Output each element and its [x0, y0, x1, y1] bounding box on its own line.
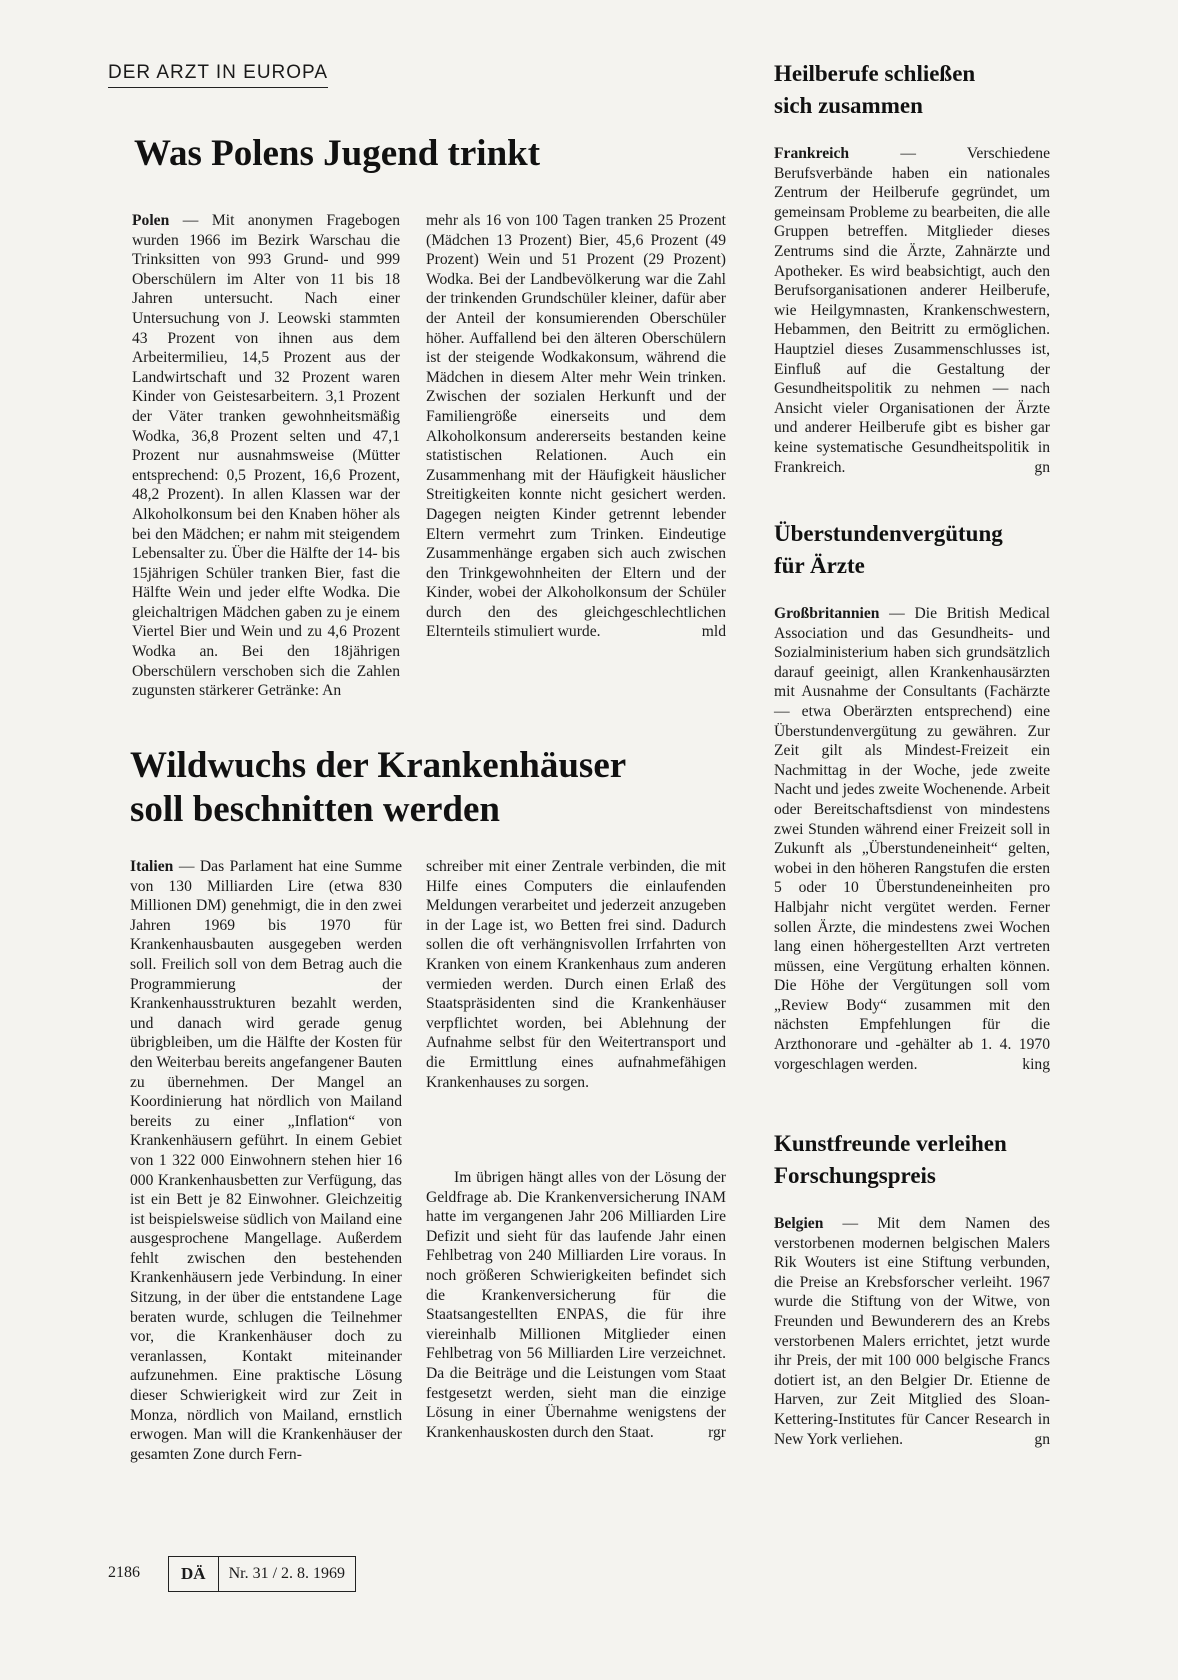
- article-title-belgien: [774, 1128, 1074, 1192]
- author-signature-belgien: gn: [1034, 1430, 1050, 1448]
- article-grossbritannien-text: — Die British Medical Association und das Gesundheits- und Sozialministerium haben sich grundsätzlich darauf geeinigt, allen Krankenhausärzten mit Ausnahme der Consultants (Fachärzte — etwa Oberärzten entsprechend) eine Überstundenvergütung zu gewähren. Zur Zeit gilt als Mindest-Freizeit ein Nachmittag in der Woche, jede zweite Nacht und jedes zweite Wochenende. Arbeit oder Bereitschaftsdienst von mindestens zwei Stunden während einer Freizeit soll in Zukunft als „Überstundeneinheit“ gelten, wobei in den höheren Rangstufen die ersten 5 oder 10 Überstundeneinheiten pro Halbjahr nicht vergütet werden. Ferner sollen Ärzte, die mindestens zwei Wochen lang einen höhergestellten Arzt vertreten müssen, eine Vergütung erhalten können. Die Höhe der Vergütungen soll vom „Review Body“ zusammen mit den nächsten Empfehlungen für die Arzthonorare und -gehälter ab 1. 4. 1970 vorgeschlagen werden.: [774, 605, 1050, 1073]
- article-title-belgien-line-1: Kunstfreunde verleihen: [774, 1131, 1007, 1156]
- article-title-italien-line-1: Wildwuchs der Krankenhäuser: [130, 745, 627, 786]
- article-title-italien-line-2: soll beschnitten werden: [130, 789, 500, 830]
- article-belgien-text: — Mit dem Namen des verstorbenen modernen belgischen Malers Rik Wouters ist eine Stiftung verbunden, die Preise an Krebsforscher verleiht. 1967 wurde die Stiftung von der Witwe, von Freunden und Bewunderern des an Krebs verstorbenen Malers errichtet, jetzt wurde ihr Preis, der mit 100 000 belgische Francs dotiert ist, an den Belgier Dr. Etienne de Harven, zur Zeit Mitglied des Sloan-Kettering-Institutes für Cancer Research in New York verliehen.: [774, 1215, 1050, 1448]
- issue-info: Nr. 31 / 2. 8. 1969: [228, 1565, 346, 1582]
- dateline-grossbritannien: Großbritannien: [774, 605, 880, 622]
- article-polen-text-2: mehr als 16 von 100 Tagen tranken 25 Prozent (Mädchen 13 Prozent) Bier, 45,6 Prozent (49 Prozent) Wein und 51 Prozent (29 Prozent) Wodka. Bei der Landbevölkerung war die Zahl der trinkenden Grundschüler kleiner, dafür aber der Anteil der konsumierenden Oberschüler höher. Auffallend bei den älteren Oberschülern ist der steigende Wodkakonsum, während die Mädchen in diesem Alter mehr Wein trinken. Zwischen der sozialen Herkunft und der Familiengröße einerseits und dem Alkoholkonsum andererseits bestanden keine statistischen Relationen. Auch ein Zusammenhang mit der Häufigkeit häuslicher Streitigkeiten konnte nicht gesichert werden. Dagegen neigten Kinder getrennt lebender Eltern vermehrt zum Trinken. Eindeutige Zusammenhänge ergaben sich auch zwischen den Trinkgewohnheiten der Eltern und der Kinder, wobei der Alkoholkonsum der Schüler durch den des gleichgeschlechtlichen Elternteils stimuliert wurde.: [426, 212, 726, 641]
- article-title-frankreich-line-2: sich zusammen: [774, 93, 923, 118]
- article-italien-column-1: [130, 857, 402, 1464]
- article-italien-column-2b: [426, 1168, 726, 1442]
- dateline-frankreich: Frankreich: [774, 145, 850, 162]
- article-title-grossbritannien: [774, 518, 1074, 582]
- article-title-grossbritannien-line-1: Überstundenvergütung: [774, 521, 1003, 546]
- article-title-frankreich-line-1: Heilberufe schließen: [774, 61, 976, 86]
- article-italien-text-1: — Das Parlament hat eine Summe von 130 Milliarden Lire (etwa 830 Millionen DM) genehmigt, die in den zwei Jahren 1969 bis 1970 für Krankenhausbauten ausgegeben werden soll. Freilich soll von dem Betrag auch die Programmierung der Krankenhausstrukturen bezahlt werden, und danach wird gerade genug übrigbleiben, um die Hälfte der Kosten für den Weiterbau bereits angefangener Bauten zu übernehmen. Der Mangel an Koordinierung hat nördlich von Mailand bereits zu einer „Inflation“ von Krankenhäusern geführt. In einem Gebiet von 1 322 000 Einwohnern stehen hier 16 000 Krankenhausbetten zur Verfügung, das ist ein Bett je 82 Einwohner. Gleichzeitig ist beispielsweise südlich von Mailand eine ausgesprochene Mangellage. Außerdem fehlt zwischen den bestehenden Krankenhäusern jede Verbindung. In einer Sitzung, in der über die entstandene Lage beraten wurde, schlugen die Teilnehmer vor, die Krankenhäuser doch zu veranlassen, Kontakt miteinander aufzunehmen. Eine praktische Lösung dieser Schwierigkeit wird zur Zeit in Monza, nördlich von Mailand, ernstlich erwogen. Man will die Krankenhäuser der gesamten Zone durch Fern-: [130, 858, 402, 1463]
- article-italien-column-2a: [426, 857, 726, 1092]
- article-title-italien: [130, 744, 730, 832]
- article-frankreich-text: — Verschiedene Berufsverbände haben ein nationales Zentrum der Heilberufe gegründet, um gemeinsam Probleme zu bearbeiten, die alle Gruppen betreffen. Mitglieder dieses Zentrums sind die Ärzte, Zahnärzte und Apotheker. Es wird beabsichtigt, auch den Berufsorganisationen anderer Heilberufe, wie Heilgymnasten, Krankenschwestern, Hebammen, den Beitritt zu ermöglichen. Hauptziel dieses Zusammenschlusses ist, Einfluß auf die Gestaltung der Gesundheitspolitik zu nehmen — nach Ansicht vieler Organisationen der Ärzte und anderer Heilberufe gibt es bisher gar keine systematische Gesundheitspolitik in Frankreich.: [774, 145, 1050, 476]
- article-italien-text-2a: schreiber mit einer Zentrale verbinden, die mit Hilfe eines Computers die einlaufenden Meldungen verarbeitet und jederzeit anzugeben in der Lage ist, wo Betten frei sind. Dadurch sollen die oft verhängnisvollen Irrfahrten von Kranken von einem Krankenhaus zum anderen vermieden werden. Durch einen Erlaß des Staatspräsidenten sind die Krankenhäuser verpflichtet worden, bei Ablehnung der Aufnahme selbst für den Weitertransport und die Ermittlung eines aufnahmefähigen Krankenhauses zu sorgen.: [426, 858, 726, 1091]
- article-belgien-body: [774, 1214, 1050, 1449]
- article-grossbritannien-body: [774, 604, 1050, 1074]
- page-number: 2186: [108, 1564, 140, 1581]
- article-title-polen: Was Polens Jugend trinkt: [134, 133, 541, 174]
- article-italien-text-2b: Im übrigen hängt alles von der Lösung der Geldfrage ab. Die Krankenversicherung INAM hatte im vergangenen Jahr 206 Milliarden Lire Defizit und sieht für das laufende Jahr einen Fehlbetrag von 240 Milliarden Lire voraus. In noch größeren Schwierigkeiten befindet sich die Krankenversicherung für die Staatsangestellten ENPAS, die für ihre viereinhalb Millionen Mitglieder einen Fehlbetrag von 56 Milliarden Lire verzeichnet. Da die Beiträge und die Leistungen vom Staat festgesetzt werden, sieht man die einzige Lösung in einer Übernahme wenigstens der Krankenhauskosten durch den Staat.: [426, 1169, 726, 1441]
- article-polen-text-1: — Mit anonymen Fragebogen wurden 1966 im Bezirk Warschau die Trinksitten von 993 Grund- und 999 Oberschülern im Alter von 11 bis 18 Jahren untersucht. Nach einer Untersuchung von J. Leowski stammten 43 Prozent von ihnen aus dem Arbeitermilieu, 14,5 Prozent aus der Landwirtschaft und 32 Prozent waren Kinder von Geistesarbeitern. 3,1 Prozent der Väter tranken gewohnheitsmäßig Wodka, 36,8 Prozent selten und 47,1 Prozent nur ausnahmsweise (Mütter entsprechend: 0,5 Prozent, 16,6 Prozent, 48,2 Prozent). In allen Klassen war der Alkoholkonsum bei den Knaben höher als bei den Mädchen; er nahm mit steigendem Lebensalter zu. Über die Hälfte der 14- bis 15jährigen Schüler tranken Bier, fast die Hälfte Wein und jeder elfte Wodka. Die gleichaltrigen Mädchen gaben zu je einem Viertel Bier und Wein und zu 4,6 Prozent Wodka an. Bei den 18jährigen Oberschülern verschoben sich die Zahlen zugunsten stärkerer Getränke: An: [132, 212, 400, 700]
- dateline-belgien: Belgien: [774, 1215, 824, 1232]
- dateline-italien: Italien: [130, 858, 174, 875]
- author-signature-frankreich: gn: [1034, 458, 1050, 476]
- article-polen-column-2: [426, 211, 726, 642]
- section-label: DER ARZT IN EUROPA: [108, 62, 328, 88]
- article-title-belgien-line-2: Forschungspreis: [774, 1163, 936, 1188]
- article-frankreich-body: [774, 144, 1050, 477]
- article-polen-column-1: [132, 211, 400, 701]
- author-signature-italien: rgr: [708, 1423, 726, 1441]
- dateline-polen: Polen: [132, 212, 170, 229]
- article-title-grossbritannien-line-2: für Ärzte: [774, 553, 865, 578]
- journal-logo: DÄ: [169, 1557, 219, 1591]
- author-signature-polen: mld: [701, 623, 726, 641]
- author-signature-grossbritannien: king: [1022, 1055, 1050, 1073]
- journal-footer-box: [168, 1556, 356, 1592]
- article-title-frankreich: [774, 58, 1074, 122]
